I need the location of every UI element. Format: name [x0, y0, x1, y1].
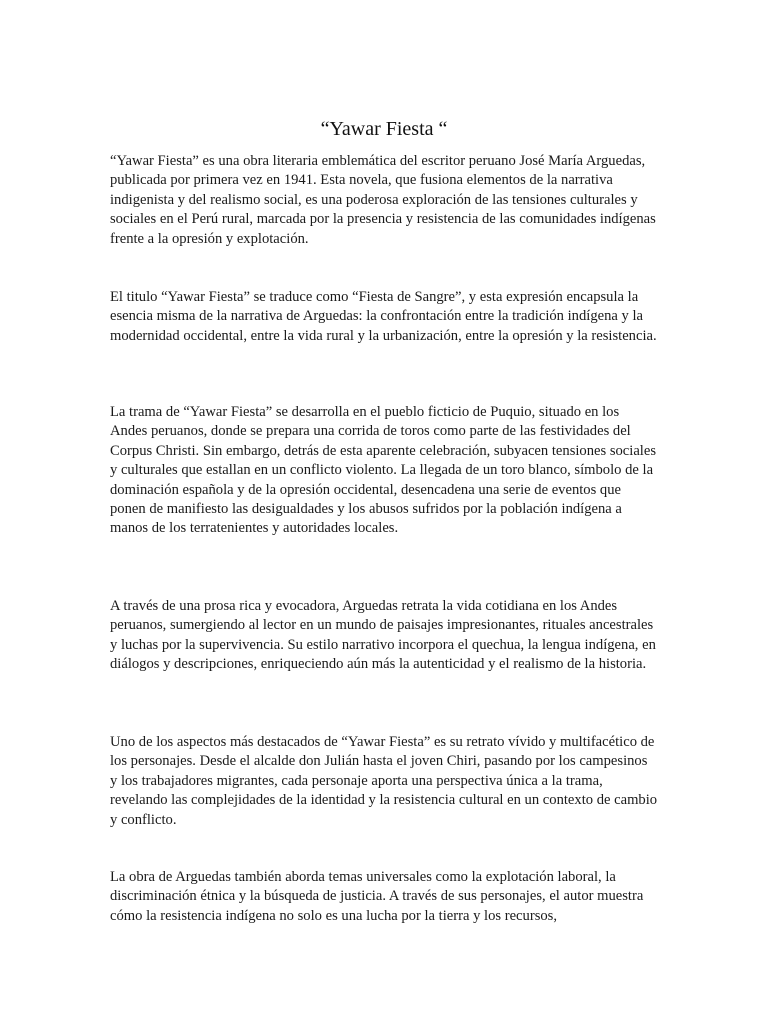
paragraph-style: A través de una prosa rica y evocadora, Arguedas retrata la vida cotidiana en los Andes peruanos, sumergiendo al lector en un mundo de paisajes impresionantes, rituales ancestrales y luchas por la supervivencia. Su estilo narrativo incorpora el quechua, la lengua indígena, en diálogos y descripciones, enriqueciendo aún más la autenticidad y el realismo de la historia.	[110, 598, 656, 673]
paragraph-title-meaning: El titulo “Yawar Fiesta” se traduce como “Fiesta de Sangre”, y esta expresión encapsula la esencia misma de la narrativa de Arguedas: la confrontación entre la tradición indígena y la modernidad occidental, entre la vida rural y la urbanización, entre la opresión y la resistencia.	[110, 289, 657, 344]
paragraph-introduction: “Yawar Fiesta” es una obra literaria emblemática del escritor peruano José María Arguedas, publicada por primera vez en 1941. Esta novela, que fusiona elementos de la narrativa indigenista y del realismo social, es una poderosa exploración de las tensiones culturales y sociales en el Perú rural, marcada por la presencia y resistencia de las comunidades indígenas frente a la opresión y explotación.	[110, 153, 656, 247]
paragraph-themes: La obra de Arguedas también aborda temas universales como la explotación laboral, la discriminación étnica y la búsqueda de justicia. A través de sus personajes, el autor muestra cómo la resistencia indígena no solo es una lucha por la tierra y los recursos,	[110, 869, 644, 924]
document-title: “Yawar Fiesta “	[320, 118, 448, 140]
paragraph-plot: La trama de “Yawar Fiesta” se desarrolla en el pueblo ficticio de Puquio, situado en los Andes peruanos, donde se prepara una corrida de toros como parte de las festividades del Corpus Christi. Sin embargo, detrás de esta aparente celebración, subyacen tensiones sociales y culturales que estallan en un conflicto violento. La llegada de un toro blanco, símbolo de la dominación española y de la opresión occidental, desencadena una serie de eventos que ponen de manifiesto las desigualdades y los abusos sufridos por la población indígena a manos de los terratenientes y autoridades locales.	[110, 404, 657, 537]
paragraph-characters: Uno de los aspectos más destacados de “Yawar Fiesta” es su retrato vívido y multifacético de los personajes. Desde el alcalde don Julián hasta el joven Chiri, pasando por los campesinos y los trabajadores migrantes, cada personaje aporta una perspectiva única a la trama, revelando las complejidades de la identidad y la resistencia cultural en un contexto de cambio y conflicto.	[110, 734, 658, 828]
